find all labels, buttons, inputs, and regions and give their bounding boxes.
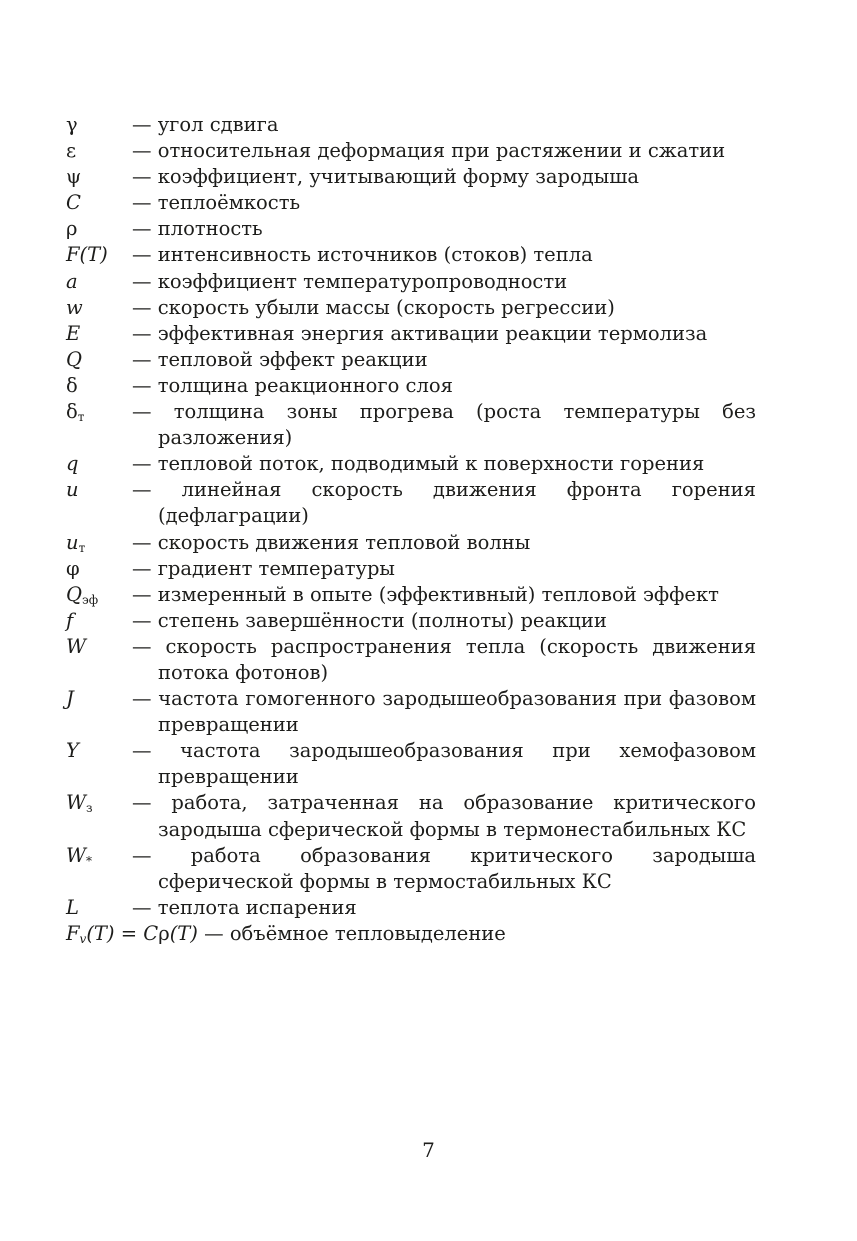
definition-text: — работа образования критического зародыша сферической формы в термостабильных КС [132,843,756,893]
definition-text: — коэффициент температуропроводности [132,269,568,293]
formula-equals: = [114,921,144,945]
definition-symbol [66,216,132,242]
definition-text: — толщина зоны прогрева (роста температуры без разложения) [132,400,756,450]
symbol-subscript: з [86,801,93,816]
definition-row [66,790,756,842]
definition-text: — частота гомогенного зародышеобразования при фазовом превращении [132,687,756,737]
definition-text: — линейная скорость движения фронта горения (дефлаграции) [132,478,756,528]
symbol-subscript: т [78,540,86,555]
symbol-main: E [66,321,81,345]
definition-text: — работа, затраченная на образование критического зародыша сферической формы в термонестабильных КС [132,791,756,841]
definition-text: — эффективная энергия активации реакции термолиза [132,321,708,345]
formula-description: — объёмное тепловыделение [197,921,506,945]
symbol-main: u [66,478,79,502]
definition-text: — градиент температуры [132,556,395,580]
definition-text: — скорость распространения тепла (скорость движения потока фотонов) [132,634,756,684]
definition-symbol [66,451,132,477]
definition-text: — толщина реакционного слоя [132,373,453,397]
definition-row [66,242,756,268]
definition-symbol [66,738,132,764]
definition-row [66,138,756,164]
formula-rhs-c: C [143,921,159,945]
definition-symbol [66,582,132,608]
definition-text: — относительная деформация при растяжении и сжатии [132,139,726,163]
symbol-main: q [66,452,79,476]
symbol-main: a [66,269,78,293]
symbol-main: δ [66,373,78,397]
definition-symbol [66,634,132,660]
symbol-main: δ [66,400,78,424]
formula-rhs-arg: (T) [169,921,198,945]
definition-row [66,216,756,242]
definition-symbol [66,164,132,190]
definition-row [66,530,756,556]
definition-symbol [66,373,132,399]
definition-row [66,373,756,399]
definition-row [66,608,756,634]
definition-text: — степень завершённости (полноты) реакции [132,608,607,632]
definition-symbol [66,556,132,582]
definition-row [66,477,756,529]
definition-text: — угол сдвига [132,113,279,136]
symbol-main: γ [66,113,78,136]
definition-symbol [66,686,132,712]
definition-row [66,164,756,190]
definition-text: — интенсивность источников (стоков) тепла [132,243,593,267]
definition-text: — измеренный в опыте (эффективный) тепловой эффект [132,582,719,606]
symbol-main: F(T) [66,243,108,267]
definition-symbol [66,477,132,503]
symbol-main: f [66,608,74,632]
definition-row [66,269,756,295]
definition-text: — тепловой поток, подводимый к поверхности горения [132,452,705,476]
definition-symbol [66,112,132,138]
symbol-main: Q [66,582,82,606]
formula-rhs-rho: ρ [158,921,170,945]
symbol-main: φ [66,556,80,580]
definition-row [66,738,756,790]
definition-text: — тепловой эффект реакции [132,347,428,371]
definition-row [66,190,756,216]
symbol-main: C [66,191,81,215]
formula-lhs-subscript: v [79,931,87,946]
definition-text: — частота зародышеобразования при хемофазовом превращении [132,739,756,789]
definition-text: — коэффициент, учитывающий форму зародыша [132,165,639,189]
definition-text: — плотность [132,217,263,241]
symbol-main: u [66,530,79,554]
symbol-main: w [66,295,83,319]
symbol-main: W [66,791,87,815]
definition-row [66,321,756,347]
definition-text: — теплоёмкость [132,191,301,215]
formula-line [66,921,756,947]
symbol-main: Q [66,347,82,371]
page-number: 7 [422,1138,435,1162]
symbol-main: J [66,687,74,711]
definition-row [66,686,756,738]
formula-lhs-symbol: F [66,921,80,945]
symbol-main: Y [66,739,79,763]
definition-symbol [66,242,132,268]
definition-symbol [66,190,132,216]
definition-row [66,556,756,582]
definition-symbol [66,530,132,556]
definition-text: — теплота испарения [132,895,357,919]
symbol-subscript: эф [82,592,99,607]
definition-symbol [66,347,132,373]
formula-lhs-arg: (T) [86,921,115,945]
definition-row [66,895,756,921]
definition-row [66,347,756,373]
definition-symbol [66,269,132,295]
definition-text: — скорость движения тепловой волны [132,530,531,554]
definition-symbol [66,895,132,921]
symbol-main: W [66,634,87,658]
definition-row [66,634,756,686]
definition-symbol [66,399,132,425]
symbol-main: ψ [66,165,82,189]
definition-symbol [66,321,132,347]
definition-row [66,295,756,321]
definition-symbol [66,843,132,869]
definition-symbol [66,295,132,321]
definition-row [66,451,756,477]
definition-row [66,843,756,895]
page-content [66,112,756,947]
definition-symbol [66,608,132,634]
definitions-list [66,112,756,921]
symbol-subscript: * [86,853,93,868]
definition-row [66,112,756,138]
symbol-subscript: т [77,410,85,425]
definition-text: — скорость убыли массы (скорость регрессии) [132,295,615,319]
symbol-main: ε [66,139,77,163]
definition-row [66,399,756,451]
symbol-main: L [66,895,79,919]
definition-symbol [66,790,132,816]
symbol-main: ρ [66,217,78,241]
definition-row [66,582,756,608]
definition-symbol [66,138,132,164]
symbol-main: W [66,843,87,867]
